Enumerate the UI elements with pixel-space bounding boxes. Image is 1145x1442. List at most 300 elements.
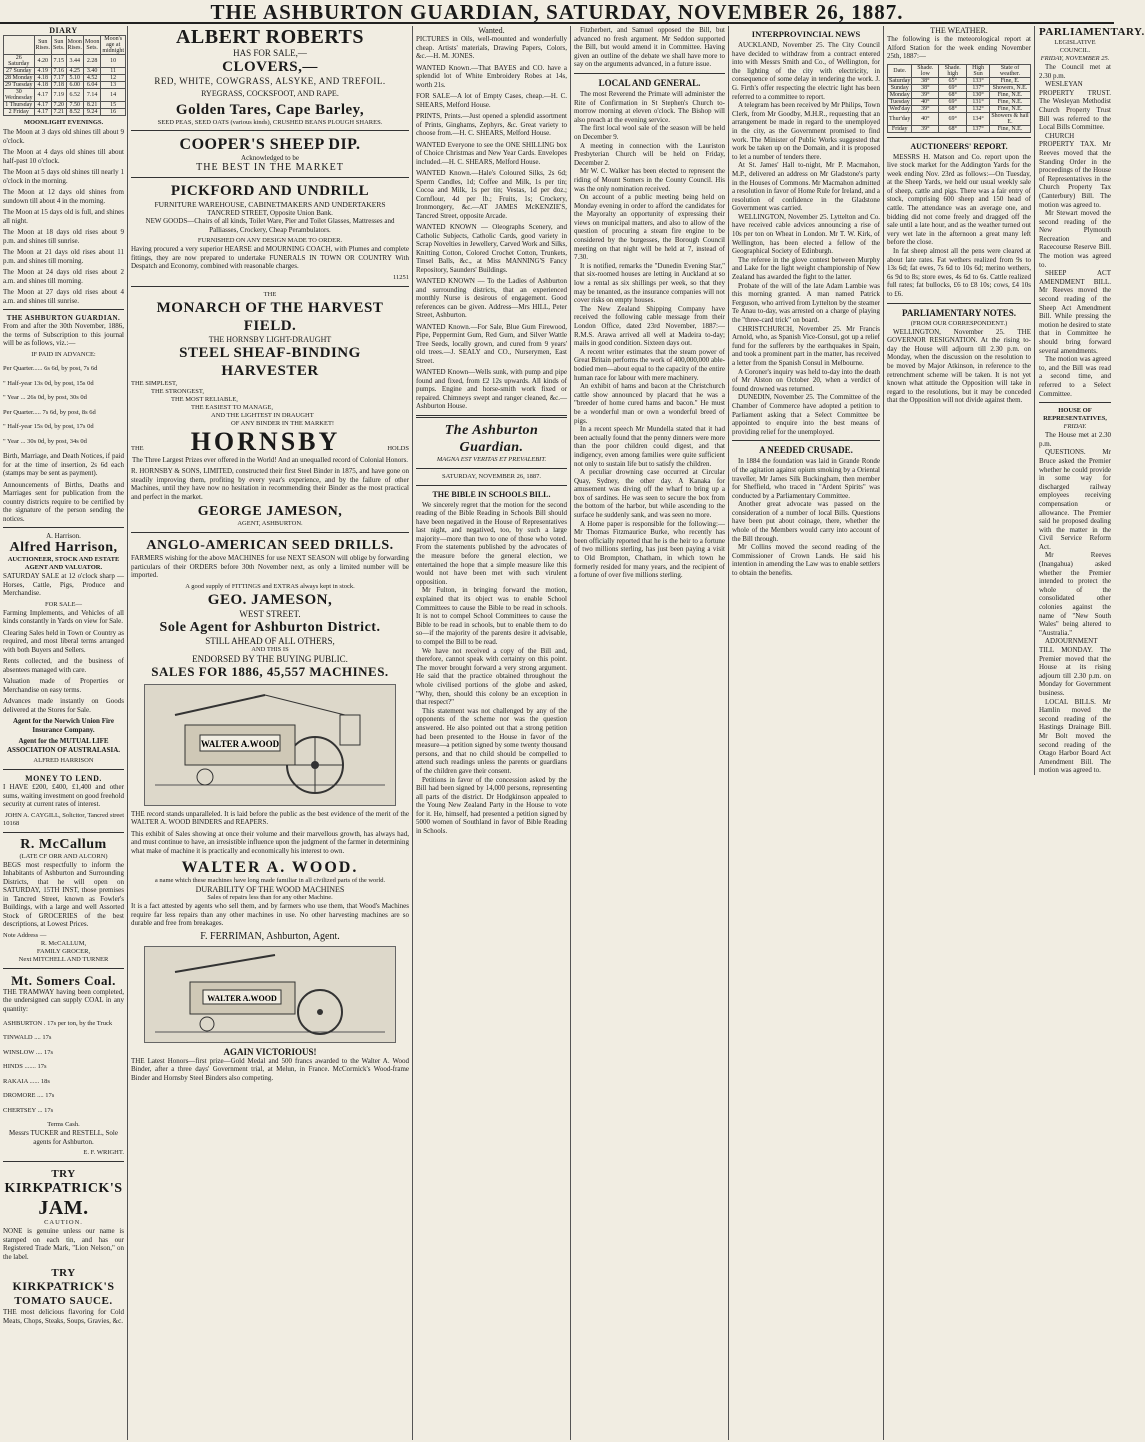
diary-cell: 7.18 <box>53 82 64 88</box>
parl-item: The motion was agreed to, and the Bill was read a second time, and referred to a Select Committee. <box>1039 355 1111 398</box>
weather-cell: 130° <box>967 91 990 98</box>
weather-cell: 65° <box>939 77 967 84</box>
drills-supply: A good supply of FITTINGS and EXTRAS always kept in stock. <box>185 582 355 590</box>
sauce-product: TOMATO SAUCE. <box>14 1295 113 1307</box>
hornsby-light: THE HORNSBY LIGHT-DRAUGHT <box>208 334 332 344</box>
local-item: The New Zealand Shipping Company have received the following cable message from their London Office, dated 23rd November, 1887:—R.M.S. Arawa arrived all well at Madeira to-day; mails in good condition. Sixteen days out. <box>574 304 725 348</box>
paper-motto: MAGNA EST VERITAS ET PREVALEBIT. <box>436 455 547 463</box>
local-item: On account of a public meeting being held on Monday evening in order to afford the candidates for the Mayoralty an opportunity of expressing their views on municipal matters, and also to allow of the question of procuring a steam fire engine to be considered by the burgesses, the Borough Council meeting on that night will be held at 7, instead of 7.30. <box>574 193 725 262</box>
money-text: I HAVE £200, £400, £1,400 and other sums, waiting investment on good freehold security at current rates of interest. <box>3 783 124 808</box>
diary-cell: 7.20 <box>53 102 64 108</box>
local-item: An exhibit of hams and bacon at the Christchurch cattle show announced by placard that he was a "breeder of home cured hams and bacon." He must be a wonderful man or own a wonderful breed of pigs. <box>574 382 725 425</box>
drills-name: GEO. JAMESON, <box>207 591 333 608</box>
weather-header: High Sun <box>967 64 990 77</box>
hornsby-strongest: THE STRONGEST, <box>151 387 204 395</box>
house-item: QUESTIONS. Mr Bruce asked the Premier whether he could provide in some way for discharged railway employees receiving compensation or allowance. The Premier said he proposed dealing with the matter in the Civil Service Reform Act. <box>1039 448 1111 551</box>
jam-text: NONE is genuine unless our name is stamped on each tin, and has our Registered Trade Mark, "Lion Nelson," on the label. <box>3 1227 124 1261</box>
col4-intro: Fitzherbert, and Samuel opposed the Bill, but advanced no fresh argument. Mr Seddon supported the Bill, but would amend it in Committee. Having given an outline of the debate we shall have more to say on the arguments advanced, in a future issue. <box>574 26 725 69</box>
harrison-body: Farming Implements, and Vehicles of all kinds constantly in Yards on view for Sale. <box>3 608 124 625</box>
leader-paragraph: This statement was not challenged by any of the opponents of the scheme nor was the question answered. He also pointed out that a strong petition had been presented to the House in favor of the measure—a petition signed by some twenty thousand persons, and that no child should be compelled to attend such readings unless the parents or guardians of the children gave their consent. <box>416 706 567 775</box>
weather-row <box>888 91 1031 98</box>
weather-row <box>888 77 1031 84</box>
local-title: LOCAL AND GENERAL. <box>598 77 701 88</box>
diary-cell: 4.17 <box>34 109 52 116</box>
diary-cell: 4.17 <box>34 102 52 109</box>
diary-body <box>4 55 126 116</box>
coal-sig: E. F. WRIGHT. <box>83 1149 124 1156</box>
masthead-title: THE ASHBURTON GUARDIAN, SATURDAY, NOVEMBER 26, 1887. <box>210 0 904 24</box>
weather-row <box>888 98 1031 105</box>
weather-cell: 38° <box>912 84 939 91</box>
rate-item: " Year ... 26s 0d, by post, 30s 0d <box>3 394 87 401</box>
hornsby-easiest: THE EASIEST TO MANAGE, <box>191 403 273 411</box>
interprov-item: AUCKLAND, November 25. The City Council have decided to withdraw from a contract entered into with Messrs Smith and Co., of Wellington, for the lighting of the city with electricity, in consequence of some delay in tendering the work. J. G. Firth's offer respecting the electric light has been referred to a committee to report. <box>732 41 880 101</box>
moonlight-item: The Moon at 21 days old rises about 11 p.m. and shines till morning. <box>3 248 124 265</box>
parl-item: WESLEYAN PROPERTY TRUST. The Wesleyan Methodist Church Property Trust Bill was referred to the Local Bills Committee. <box>1039 80 1111 132</box>
cooper-best: THE BEST IN THE MARKET <box>196 162 344 173</box>
diary-header: Sun Sets. <box>52 36 67 55</box>
moonlight-list <box>3 128 124 305</box>
roberts-tares: Golden Tares, Cape Barley, <box>175 102 365 118</box>
subscription-notice-2: Announcements of Births, Deaths and Marriages sent for publication from the country districts require to be certified by the signature of the person sending the notices. <box>3 480 124 523</box>
diary-cell: 7.17 <box>53 75 64 81</box>
weather-cell: 39° <box>912 91 939 98</box>
harrison-body-4: Valuation made of Properties or Merchandise on easy terms. <box>3 677 124 694</box>
binder-illustration-2 <box>144 946 396 1043</box>
parliament-council: LEGISLATIVE COUNCIL. <box>1054 39 1096 54</box>
harrison-sale: SATURDAY SALE at 12 o'clock sharp —Horses, Cattle, Pigs, Produce and Merchandise. <box>3 572 124 597</box>
weather-header: State of weather. <box>990 64 1031 77</box>
weather-cell: 132° <box>967 105 990 112</box>
auction-title: AUCTIONEERS' REPORT. <box>910 141 1008 151</box>
diary-cell: 8.52 <box>66 109 84 116</box>
diary-cell: 27 Sunday <box>4 68 35 75</box>
house-date: FRIDAY. <box>1063 423 1087 431</box>
house-item: Mr Reeves (Inangahua) asked whether the Premier intended to protect the whole of the consolidated other colonies against the name of "New South Wales" being altered to "Australia." <box>1039 551 1111 637</box>
local-item: It is notified, remarks the "Dunedin Evening Star," that six-roomed houses are letting in Auckland at so low a rental as six shillings per week, so that they may be tenanted, as the insurance companies will not cover risks on empty houses. <box>574 261 725 305</box>
rate-item: " Half-year 13s 0d, by post, 15s 0d <box>3 379 94 387</box>
diary-cell: 4.25 <box>66 68 84 75</box>
jam-brand: KIRKPATRICK'S <box>4 1181 123 1196</box>
coal-terms: Terms Cash. <box>47 1121 80 1128</box>
auction-text-2: In fat sheep almost all the pens were cleared at about late rates. Fat wethers realized from 9s to 13s 6d; fat ewes, 7s 6d to 10s 6d; merino wethers, 6s 9d to 8s; store ewes, 4s 6d to 6s. Cattle realized full rates; fat bullocks, £6 to £8 10s; cows, £4 10s to £6. <box>887 247 1031 298</box>
leader-paragraph: Petitions in favor of the concession asked by the Bill had been signed by 14,000 persons, representing all parts of the district. Dr Hodgkinson appealed to the Young New Zealand Party in the House to vote for it. He, himself, had presented a petition signed by 5000 women of Southland in favor of Bible Reading in Schools. <box>416 775 567 836</box>
weather-cell: 68° <box>939 91 967 98</box>
diary-cell: 4.18 <box>34 75 52 82</box>
diary-header: Sun Rises. <box>34 36 52 55</box>
weather-cell: 69° <box>939 98 967 105</box>
weather-cell: 133° <box>967 77 990 84</box>
harrison-body-3: Rents collected, and the business of absentees managed with care. <box>3 657 124 674</box>
hornsby-body: R. HORNSBY & SONS, LIMITED, constructed their first Steel Binder in 1875, and have gone on steadily improving them, profiting by every year's experience, and by the failure of other Machines, until they have now no hesitation in recommending their Binder as the most practical and perfect in the market. <box>131 467 409 501</box>
pickford-line-1: FURNITURE WAREHOUSE, CABINETMAKERS AND UNDERTAKERS <box>154 200 386 209</box>
moonlight-item: The Moon at 24 days old rises about 2 a.m. and shines till morning. <box>3 268 124 285</box>
wood-again: AGAIN VICTORIOUS! <box>223 1046 317 1057</box>
mccallum-sig-3: Next MITCHELL AND TURNER <box>18 955 109 963</box>
pickford-line-3: NEW GOODS—Chairs of all kinds, Toilet Ware, Pier and Toilet Glasses, Mattresses and Palliasses, Crockery, Cheap Perambulators. <box>145 217 395 234</box>
weather-cell: Thur'day <box>888 112 912 125</box>
weather-cell: 69° <box>939 112 967 125</box>
wanted-item: PRINTS, Prints.—Just opened a splendid assortment of Prints, Ginghams, Zephyrs, &c. Great variety to choose from.—H. C. SHEARS, Melford House. <box>416 112 567 137</box>
diary-cell: 9.24 <box>84 109 101 116</box>
weather-cell: Friday <box>888 125 912 132</box>
coal-price: WINSLOW .... 17s <box>3 1048 54 1056</box>
money-sig: JOHN A. CAYGILL, Solicitor, Tancred street <box>5 811 124 819</box>
money-num: 10168 <box>3 819 20 827</box>
rate-item: " Half-year 15s 0d, by post, 17s 0d <box>3 423 94 430</box>
rate-item: " Year ... 30s 0d, by post, 34s 0d <box>3 437 87 445</box>
hornsby-agent: GEORGE JAMESON, <box>197 504 343 519</box>
moonlight-item: The Moon at 27 days old rises about 4 a.m. and shines till sunrise. <box>3 288 124 305</box>
weather-cell: 39° <box>912 125 939 132</box>
weather-cell: Fine, N.E. <box>990 125 1031 132</box>
weather-cell: Fine, E. <box>990 77 1031 84</box>
wood-note: a name which these machines have long made familiar in all civilized parts of the world. <box>154 877 386 884</box>
coal-list <box>3 1020 124 1115</box>
wanted-head: Wanted. <box>478 26 505 35</box>
diary-header: Moon Sets. <box>84 36 101 55</box>
crusade-list <box>732 457 880 577</box>
diary-cell: 5.10 <box>66 75 84 82</box>
jam-try: TRY <box>51 1168 76 1180</box>
parl-item: SHEEP ACT AMENDMENT BILL. Mr Reeves moved the second reading of the Sheep Act Amendment Bill. While pressing the motion he desired to state that in Committee he should bring forward several amendments. <box>1039 269 1111 355</box>
interprov-list <box>732 41 880 436</box>
local-item: A peculiar drowning case occurred at Circular Quay, Sydney, the other day. A Kanaka for amusement was diving off the wharf to bring up a box of sardines. He was seen to secure the box from the bottom of the harbor, but while ascending to the surface he suddenly sank, and was seen no more. <box>574 468 725 520</box>
pickford-line-2: TANCRED STREET, Opposite Union Bank. <box>207 209 333 217</box>
subscription-title: THE ASHBURTON GUARDIAN. <box>6 314 121 322</box>
wood-still: STILL AHEAD OF ALL OTHERS, <box>205 635 335 646</box>
mccallum-sub: (LATE CF ORR AND ALCORN) <box>19 852 108 860</box>
diary-cell: 7.21 <box>53 109 64 115</box>
column-3 <box>413 26 571 1440</box>
weather-title: THE WEATHER. <box>930 26 988 35</box>
weather-row <box>888 84 1031 91</box>
moonlight-item: The Moon at 18 days old rises about 9 p.m. and shines till sunrise. <box>3 228 124 245</box>
money-title: MONEY TO LEND. <box>25 774 102 783</box>
rate-list <box>3 365 124 446</box>
diary-cell: 15 <box>101 102 126 109</box>
house-item: The House met at 2.30 p.m. <box>1039 431 1111 448</box>
house-item: LOCAL BILLS. Mr Hamlin moved the second reading of the Hastings Drainage Bill. Mr Bolt moved the second reading of the Otago Harbor Board Act Amendment Bill. The motion was agreed to. <box>1039 697 1111 775</box>
wanted-item: PICTURES in Oils, well-mounted and wonderfully cheap. Artists' materials, Drawing Papers, Colors, &c.—H. M. JONES. <box>416 35 567 60</box>
coal-price: CHERTSEY ... 17s <box>3 1106 54 1114</box>
diary-row <box>4 109 126 116</box>
leader-paragraph: Mr Fulton, in bringing forward the motion, explained that its object was to enable School Committees to cause the Bible to be read in schools. It is not to compel School Committees to cause the Bible to be read in schools, but to enable them to do so—if the majority of the parents desire it advisable, to compel the Bill to be read. <box>416 586 567 646</box>
diary-cell: 4.19 <box>34 68 52 75</box>
coal-price: ASHBURTON . 17s per ton, by the Truck <box>3 1019 113 1027</box>
weather-cell: Tuesday <box>888 98 912 105</box>
interprov-item: A telegram has been received by Mr Philips, Town Clerk, from Mr Goodby, M.H.R., requesting that an arrangement be made in regard to the unemployed in the city, as the Government promised to find work. The Minister of Public Works suggested that work be taken up on the Domain, and it is proposed to let a number of tenders there. <box>732 101 880 161</box>
drills-street: WEST STREET. <box>239 608 301 619</box>
weather-cell: 40° <box>912 98 939 105</box>
wood-sales: SALES FOR 1886, 45,557 MACHINES. <box>151 663 389 679</box>
wood-caption: THE record stands unparalleled. It is laid before the public as the best evidence of the merit of the WALTER A. WOOD BINDERS and REAPERS. <box>131 809 409 826</box>
house-title: HOUSE OF REPRESENTATIVES, <box>1043 407 1107 423</box>
hornsby-lightest: AND THE LIGHTEST IN DRAUGHT <box>211 411 314 419</box>
weather-header: Date. <box>888 64 912 77</box>
moonlight-item: The Moon at 12 days old shines from sundown till about 4 in the morning. <box>3 188 124 205</box>
house-list <box>1039 431 1111 775</box>
wood-and: AND THIS IS <box>251 645 289 653</box>
coal-text: THE TRAMWAY having been completed, the undersigned can supply COAL in any quantity: <box>3 987 124 1013</box>
interprov-item: WELLINGTON, November 25. Lyttelton and Co. have received cable advices announcing a rise of 10s per ton on Wheat in London. Mr T. W. Kirk, of Wellington, has been elected a fellow of the Geographical Society of Edinburgh. <box>732 212 880 256</box>
local-item: Mr W. C. Walker has been elected to represent the riding of Mount Somers in the County Council. His was the only nomination received. <box>574 167 725 193</box>
diary-cell: 12 <box>101 75 126 82</box>
parl-item: CHURCH PROPERTY TAX. Mr Reeves moved that the Standing Order in the proceedings of the House of Representatives in the Church Property Tax (Canterbury) Bill. The motion was agreed to. <box>1039 131 1111 209</box>
coal-price: TINWALD .... 17s <box>3 1034 52 1041</box>
cooper-title: COOPER'S SHEEP DIP. <box>179 136 361 153</box>
local-item: In a recent speech Mr Mundella stated that it had been actually found that the penny dinners were more than the poor children could digest, and that indigency, even among families were quite sufficient not only to sustain life but to satisfy the children. <box>574 425 725 468</box>
wood-sales-note: Sales of repairs less than for any other Machine. <box>207 894 333 901</box>
moonlight-title: MOONLIGHT EVENINGS. <box>23 119 104 126</box>
hornsby-steel: STEEL SHEAF-BINDING HARVESTER <box>179 344 361 379</box>
wood-agent: F. FERRIMAN, Ashburton, Agent. <box>200 930 340 942</box>
interprov-item: CHRISTCHURCH, November 25. Mr Francis Arnold, who, as Spanish Vice-Consul, got up a relief fund for the sufferers by the earthquakes in Spain, and took a prominent part in the matter, has received a letter from the Spanish Consul in Melbourne. <box>732 324 880 367</box>
rate-item: Per Quarter...... 6s 6d, by post, 7s 6d <box>3 365 98 372</box>
weather-header: Shade. low <box>912 64 939 77</box>
crusade-paragraph: Another great advocate was passed on the consideration of a number of local Bills. Questions have been put about coinage, there, whether the whole of the Members would carry into account of the Bill through. <box>732 500 880 543</box>
diary-cell: 2 Friday <box>4 109 35 116</box>
weather-cell: 40° <box>912 112 939 125</box>
diary-row <box>4 75 126 82</box>
mccallum-sig-2: FAMILY GROCER, <box>36 947 91 955</box>
local-item: A recent writer estimates that the steam power of Great Britain performs the work of 400,000,000 able-bodied men—about equal to the capacity of the entire human race for labour with mere machinery. <box>574 347 725 382</box>
wanted-item: WANTED KNOWN — To the Ladies of Ashburton and surrounding districts, that an experienced monthly Nurse is desirous of engagement. Good references can be given. Address—Mrs HILL, Peter Street, Ashburton. <box>416 277 567 319</box>
diary-header: Moon Rises. <box>66 36 84 55</box>
wanted-item: FOR SALE—A lot of Empty Cases, cheap.—H. C. SHEARS, Melford House. <box>416 92 567 109</box>
coal-price: DROMORE .... 17s <box>3 1092 55 1099</box>
diary-cell: 2.28 <box>84 55 101 68</box>
weather-row <box>888 105 1031 112</box>
masthead <box>0 0 1114 24</box>
roberts-types: RED, WHITE, COWGRASS, ALSYKE, AND TREFOIL. <box>154 76 386 86</box>
harrison-body-5: Advances made instantly on Goods delivered at the Stores for Sale. <box>3 697 124 714</box>
leader-paragraph: We have not received a copy of the Bill and, therefore, cannot speak with certainty on this point. The mover brought forward a very strong argument. He said that the practice obtained throughout the whole civilised portions of the globe and asked, "Why, then, should this colony be an exception in that respect?" <box>416 646 567 707</box>
weather-cell: Wed'day <box>889 105 910 112</box>
diary-cell: 3.40 <box>84 68 101 75</box>
weather-cell: 38° <box>912 77 939 84</box>
binder-label: WALTER A.WOOD <box>200 738 280 749</box>
harrison-body-2: Clearing Sales held in Town or Country as required, and most liberal terms arranged with both Buyers and Sellers. <box>3 628 124 654</box>
parl-item: The Council met at 2.30 p.m. <box>1039 63 1111 80</box>
interprov-item: At St. James' Hall to-night, Mr P. Macmahon, M.P., delivered an address on Mr Gladstone's party in the Houses of Commons. Mr Macmahon admitted a resolution in favor of Home Rule for Ireland, and a resolution of confidence in the Gladstone Government was carried. <box>732 161 880 213</box>
parl-notes-title: PARLIAMENTARY NOTES. <box>901 307 1017 318</box>
crusade-paragraph: In 1884 the foundation was laid in Grande Ronde of the agitation against opium smoking by a Oriental traveller, Mr James Silk Buckingham, then member for Sheffield, who traced in "Ardent Spirits" was conducted by a Parliamentary Committee. <box>732 457 880 500</box>
moonlight-item: The Moon at 5 days old shines till nearly 1 o'clock in the morning. <box>3 168 124 185</box>
parliament-date: FRIDAY, NOVEMBER 25. <box>1040 55 1110 62</box>
sauce-brand: KIRKPATRICK'S <box>12 1279 115 1293</box>
diary-cell: 6.04 <box>84 82 101 89</box>
harrison-small: A. Harrison. <box>46 532 81 540</box>
wood-sole: Sole Agent for Ashburton District. <box>159 619 381 635</box>
hornsby-monarch: MONARCH OF THE HARVEST FIELD. <box>156 299 384 334</box>
parl-notes-text: WELLINGTON, November 25. THE GOVERNOR RESIGNATION. At the rising to-day the House will adjourn till 2.30 p.m. on Monday, when the discussion on the resolution to be moved by Major Atkinson, in reference to the retrenchment scheme will be taken. It is not yet known what attitude the Opposition will take in regard to the resolutions, but it may be conceded that the Opposition will not divide against them. <box>887 327 1031 405</box>
hornsby-reliable: THE MOST RELIABLE, <box>171 395 238 403</box>
harrison-agent-1: Agent for the Norwich Union Fire Insurance Company. <box>12 717 115 734</box>
drills-text: FARMERS wishing for the above MACHINES for use NEXT SEASON will oblige by forwarding particulars of their ORDERS before 30th November next, as only a limited number will be imported. <box>131 554 409 579</box>
paper-date: SATURDAY, NOVEMBER 26, 1887. <box>442 472 541 480</box>
local-list <box>574 90 725 580</box>
binder-label-2: WALTER A.WOOD <box>207 993 277 1003</box>
weather-cell: Monday <box>888 91 912 98</box>
weather-cell: 137° <box>967 84 990 91</box>
weather-header: Shade. high <box>939 64 967 77</box>
wood-endorsed: ENDORSED BY THE BUYING PUBLIC. <box>192 653 348 664</box>
hornsby-market: OF ANY BINDER IN THE MARKET! <box>231 419 335 427</box>
wanted-item: WANTED Everyone to see the ONE SHILLING box of Choice Christmas and New Year Cards. Envelopes included.—H. C. SHEARS, Melford House. <box>416 140 567 166</box>
diary-table <box>3 35 126 116</box>
diary-header-row <box>4 36 126 55</box>
diary-cell: 7.19 <box>52 89 67 102</box>
weather-cell: Fine, N.E. <box>990 91 1031 98</box>
hornsby-simplest: THE SIMPLEST, <box>131 379 178 387</box>
pickford-line-5: Having procured a very superior HEARSE and MOURNING COACH, with Plumes and complete fittings, they are now prepared to undertake FUNERALS IN TOWN OR COUNTRY With Despatch and Economy, combined with reasonable charges. <box>131 245 409 270</box>
wanted-item: WANTED Known—Wells sunk, with pump and pipe found and fixed, from £2 12s upwards. All kinds of pumps. Engine and horse-smith work fixed or repaired. Chimneys swept and ranger cleaned, &c.—Ashburton House. <box>416 368 567 410</box>
parl-item: Mr Stewart moved the second reading of the New Plymouth Recreation and Racecourse Reserve Bill. The motion was agreed to. <box>1039 209 1111 269</box>
diary-row <box>4 89 126 102</box>
hornsby-agent-loc: AGENT, ASHBURTON. <box>237 520 303 527</box>
diary-cell: 30 Wednesday <box>5 89 33 101</box>
weather-cell: 68° <box>939 125 967 132</box>
local-item: A Home paper is responsible for the following:—Mr Thomas Fitzmaurice Burke, who recently has been officially reported that he is the heir to a fortune of two millions sterling, has just been paying a visit to Old Brompton, Chatham, in which town he formerly resided for many years, and the recipient of a fortune of over five millions sterling. <box>574 519 725 580</box>
weather-cell: Sunday <box>888 84 912 91</box>
column-4 <box>571 26 729 1440</box>
diary-row <box>4 68 126 75</box>
diary-cell: 4.52 <box>84 75 101 82</box>
house-item: ADJOURNMENT TILL MONDAY. The Premier moved that the House at its rising adjourn till 2.30 p.m. on Monday for Government business. <box>1039 637 1111 697</box>
interprov-item: DUNEDIN, November 25. The Committee of the Chamber of Commerce have adopted a petition to Parliament asking that a Select Committee be appointed to enquire into the best means of providing relief for the unemployed. <box>732 393 880 436</box>
paper-title: The Ashburton Guardian. <box>444 422 539 455</box>
diary-cell: 7.14 <box>84 89 101 102</box>
mccallum-note: Note Address — <box>3 931 47 939</box>
weather-cell: Showers & hail E. <box>991 112 1029 125</box>
crusade-title: A NEEDED CRUSADE. <box>759 445 853 456</box>
wanted-item: WANTED Known.—That BAYES and CO. have a splendid lot of White Embroidery Robes at 14s, worth 21s. <box>416 63 567 89</box>
weather-intro: The following is the meteorological report at Alford Station for the week ending November 25th, 1887:— <box>887 35 1031 60</box>
mccallum-sig-1: R. McCALLUM, <box>40 939 87 947</box>
harrison-sig: ALFRED HARRISON <box>33 757 94 764</box>
roberts-seed: SEED PEAS, SEED OATS (various kinds), CRUSHED BEANS PLOUGH SHARES. <box>157 119 383 126</box>
weather-cell: 137° <box>967 125 990 132</box>
wood-durability: DURABILITY OF THE WOOD MACHINES <box>195 885 345 894</box>
harrison-for-sale: FOR SALE— <box>44 600 83 608</box>
column-1 <box>0 26 128 1440</box>
diary-row <box>4 82 126 89</box>
weather-cell: 131° <box>967 98 990 105</box>
interprov-item: Probate of the will of the late Adam Lambie was this morning granted. A man named Patrick Ferguson, who arrived from Lyttelton by the steamer Te Anau to-day, was arrested on a charge of playing the "three-card trick" on board. <box>732 281 881 324</box>
diary-cell: 4.17 <box>34 89 52 102</box>
coal-price: RAKAIA ...... 18s <box>3 1077 50 1085</box>
harrison-agent-2: Agent for the MUTUAL LIFE ASSOCIATION OF AUSTRALASIA. <box>7 737 120 754</box>
harrison-role: AUCTIONEER, STOCK AND ESTATE AGENT AND VALUATOR. <box>7 556 120 571</box>
weather-header-row <box>888 64 1031 77</box>
roberts-has: HAS FOR SALE,— <box>233 48 307 58</box>
binder-illustration <box>144 684 396 806</box>
leader-list <box>416 501 567 836</box>
weather-cell: 39° <box>912 105 939 112</box>
wanted-item: WANTED KNOWN — Oleographs Scenery, and Catholic Subjects, Catholic Cards, good variety in Scrap Novelties in Jewellery, Carved Work and Silks, Knitting Cotton, Colored Crochet Cotton, Trunkets, Tinsel Balls, &c., at Miss MANNING'S Fancy Repository, Saunders' Buildings. <box>416 223 567 274</box>
weather-cell: Fine, N.E. <box>990 98 1031 105</box>
diary-title: DIARY <box>49 26 78 35</box>
subscription-advance: IF PAID IN ADVANCE: <box>31 350 96 358</box>
diary-cell: 26 Saturday <box>4 55 35 68</box>
auction-text: MESSRS H. Matson and Co. report upon the live stock market for the Addington Yards for the week ending Nov. 23rd as follows:—On Tuesday, at the Sheep Yards, we held our usual weekly sale of sheep, cattle and pigs. There was a fair entry of stock, comprising 600 sheep and 150 head of cattle. The attendance was an average one, and bidding did not come freely and dragged off the sale until a late hour, and as the weather turned out very wet late in the afternoon a great many left before the close. <box>887 152 1031 247</box>
diary-cell: 8.21 <box>84 102 101 109</box>
parl-notes-from: (FROM OUR CORRESPONDENT.) <box>910 319 1008 327</box>
diary-cell: 29 Tuesday <box>5 82 33 88</box>
diary-header <box>4 36 35 55</box>
weather-row <box>888 112 1031 125</box>
weather-cell: 134° <box>967 112 990 125</box>
column-5 <box>729 26 884 1440</box>
leader-title: THE BIBLE IN SCHOOLS BILL. <box>432 489 551 499</box>
diary-cell: 11 <box>101 68 126 75</box>
leader-paragraph: We sincerely regret that the motion for the second reading of the Bible Reading in Schools Bill should have been negatived in the House of Representatives last night, and negatived, too, by such a large majority—more than two to one of those who voted. From the statements published by the advocates of the measure before the general election, we entertained the hope that a simple measure like this would not have been met with such virulent opposition. <box>416 500 567 586</box>
roberts-grass: RYEGRASS, COCKSFOOT, AND RAPE. <box>201 89 339 98</box>
weather-table <box>887 64 1031 133</box>
wood-body: This exhibit of Sales showing at once their volume and their marvellous growth, has always had, and must continue to have, an irresistible influence upon the judgment of the farmer in determining what make of machine it is practically and economically his interest to own. <box>131 829 409 855</box>
diary-cell: 7.50 <box>66 102 84 109</box>
weather-cell: Fine, N.E. <box>990 105 1031 112</box>
diary-row <box>4 102 126 109</box>
diary-cell: 4.18 <box>34 82 52 89</box>
binder-drawing-2 <box>145 947 395 1042</box>
parliament-title: PARLIAMENTARY. <box>1039 26 1145 38</box>
rate-item: Per Quarter..... 7s 6d, by post, 8s 6d <box>3 408 96 416</box>
hornsby-name: HORNSBY <box>190 426 341 456</box>
binder-drawing <box>145 685 395 805</box>
diary-row <box>4 55 126 68</box>
diary-cell: 7.15 <box>52 55 67 68</box>
local-item: A meeting in connection with the Lauriston Presbyterian Church will be held on Friday, December 2. <box>574 141 725 167</box>
pickford-num: 11251 <box>392 273 409 281</box>
diary-header: Moon's age at midnight <box>102 36 125 54</box>
weather-cell: 69° <box>939 84 967 91</box>
mccallum-text: BEGS most respectfully to inform the Inhabitants of Ashburton and Surrounding Districts, that he will open on SATURDAY, 15TH INST, those premises in Tancred Street, known as Fowler's Buildings, with a large and well Assorted Stock of GROCERIES of the best descriptions, at Lowest Prices. <box>3 860 124 928</box>
harrison-name: Alfred Harrison, <box>9 540 118 555</box>
diary-cell: 28 Monday <box>5 75 33 81</box>
wanted-item: WANTED Known.—For Sale, Blue Gum Firewood, Pipe, Peppermint Gum, Red Gum, and Silver Wattle Tree Seeds, locally grown, and cured from 9 years' old trees.—J. SEALY and CO., Nurserymen, East Street. <box>416 322 567 365</box>
pickford-line-4: FURNISHED ON ANY DESIGN MADE TO ORDER. <box>197 237 343 244</box>
diary-cell: 1 Thursday <box>5 102 33 108</box>
weather-row <box>888 125 1031 132</box>
wood-name: WALTER A. WOOD. <box>181 859 359 876</box>
hornsby-the: THE <box>263 290 277 298</box>
hornsby-prizes: The Three Largest Prizes ever offered in the World! And an unequalled record of Colonial Honors. <box>131 455 409 464</box>
subscription-notice: Birth, Marriage, and Death Notices, if paid for at the time of insertion, 2s 6d each (stamps may be sent as payment). <box>3 452 124 477</box>
diary-cell: 14 <box>101 89 126 102</box>
pickford-title: PICKFORD AND UNDRILL <box>170 183 370 199</box>
diary-cell: 4.20 <box>34 55 52 68</box>
diary-cell: 7.16 <box>53 68 64 74</box>
weather-cell: Showers, N.E. <box>990 84 1031 91</box>
mccallum-name: R. McCallum <box>20 836 107 852</box>
wood-fact: It is a fact attested by agents who sell them, and by farmers who use them, that Wood's Machines require far less repairs than any other machines in use. No other harvesting machines are so durable and free from breakages. <box>131 902 409 927</box>
moonlight-item: The Moon at 4 days old shines till about half-past 10 o'clock. <box>3 148 124 165</box>
coal-price: HINDS ....... 17s <box>3 1063 47 1070</box>
diary-cell: 10 <box>101 55 126 68</box>
jam-product: JAM. <box>38 1197 89 1219</box>
coal-title: Mt. Somers Coal. <box>11 972 116 988</box>
local-item: The most Reverend the Primate will administer the Rite of Confirmation in St Stephen's Church to-morrow morning at eleven o'clock. The Bishop will also preach at the evening service. <box>574 89 725 124</box>
wood-final: THE Latest Honors—first prize—Gold Medal and 500 francs awarded to the Walter A. Wood Binder, after a three days' Government trial, at Melun, in France. McCormick's Wood-frame Binder and Hornsby Steel Binders also competing. <box>131 1056 409 1082</box>
subscription-text: From and after the 30th November, 1886, the terms of Subscription to this journal will be as follows, viz.:— <box>3 322 124 347</box>
wanted-item: WANTED Known.—Hale's Coloured Silks, 2s 6d; Sperm Candles, 1d; Coffee and Milk, 1s per tin; Cocoa and Milk, 1s per tin; Vestas, 1d per doz.; Cornflour, 4d per lb.; Fruits, 1s; Crockery, Ironmongery, &c.—AT JAMES McKENZIE'S, Tancred Street, opposite Arcade. <box>416 169 567 220</box>
roberts-clovers: CLOVERS,— <box>222 59 318 75</box>
diary-cell: 13 <box>101 82 126 89</box>
moonlight-item: The Moon at 15 days old is full, and shines all night. <box>3 208 124 225</box>
hornsby-the-2: THE <box>131 444 144 452</box>
